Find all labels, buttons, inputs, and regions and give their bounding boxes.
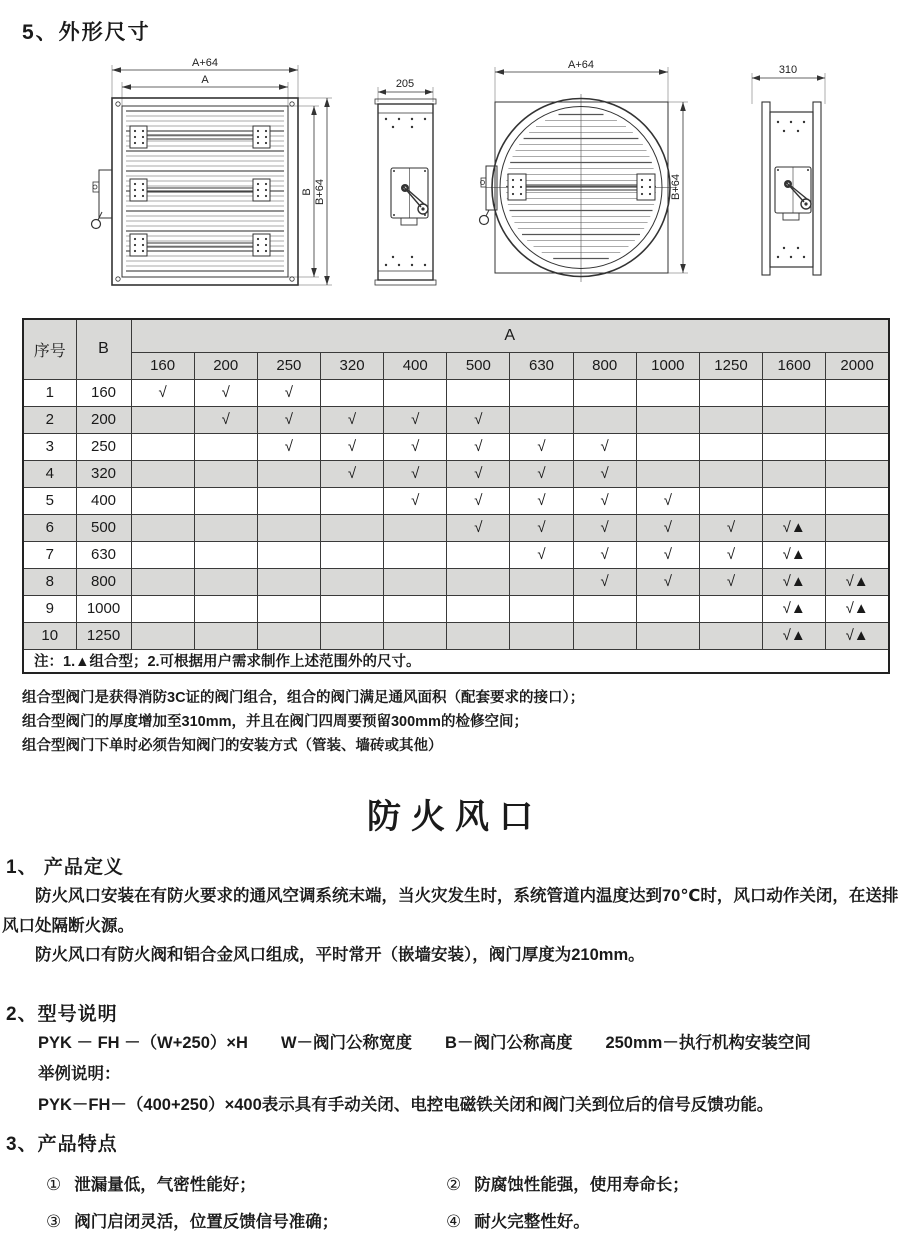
- availability-cell: √▲: [826, 568, 889, 595]
- availability-cell-empty: [194, 487, 257, 514]
- availability-cell: √: [573, 460, 636, 487]
- availability-cell: √: [194, 379, 257, 406]
- availability-cell-empty: [636, 460, 699, 487]
- availability-cell: √▲: [763, 622, 826, 649]
- feature-number: ②: [446, 1175, 462, 1194]
- availability-cell-empty: [194, 595, 257, 622]
- availability-cell-empty: [320, 541, 383, 568]
- combo-note-line: 组合型阀门下单时必须告知阀门的安装方式（管装、墙砖或其他）: [22, 738, 443, 754]
- availability-cell-empty: [447, 595, 510, 622]
- availability-cell-empty: [826, 460, 889, 487]
- feature-text: 耐火完整性好。: [474, 1213, 590, 1231]
- a-values-row: [23, 352, 889, 379]
- availability-cell-empty: [257, 514, 320, 541]
- availability-cell-empty: [194, 433, 257, 460]
- manual-handle: [92, 170, 113, 229]
- availability-cell-empty: [826, 433, 889, 460]
- dim-label-b64: B+64: [670, 174, 682, 200]
- availability-cell-empty: [636, 433, 699, 460]
- dim-label-b: B: [301, 188, 313, 196]
- feature-number: ④: [446, 1212, 462, 1231]
- col-header-b: B: [76, 319, 131, 379]
- size-availability-table: [22, 318, 890, 674]
- availability-cell-empty: [636, 595, 699, 622]
- availability-cell: √: [699, 568, 762, 595]
- table-row: [23, 460, 889, 487]
- availability-cell-empty: [131, 541, 194, 568]
- availability-cell-empty: [131, 460, 194, 487]
- row-b-value: 630: [76, 541, 131, 568]
- availability-cell-empty: [447, 568, 510, 595]
- feature-text: 防腐蚀性能强，使用寿命长；: [474, 1176, 689, 1194]
- availability-cell-empty: [826, 487, 889, 514]
- row-no: 9: [23, 595, 76, 622]
- availability-cell-empty: [763, 379, 826, 406]
- availability-cell: √: [636, 568, 699, 595]
- availability-cell: √: [447, 460, 510, 487]
- row-no: 10: [23, 622, 76, 649]
- row-no: 3: [23, 433, 76, 460]
- availability-cell-empty: [573, 379, 636, 406]
- section-dimensions-heading: 5、外形尺寸: [22, 21, 151, 44]
- row-no: 8: [23, 568, 76, 595]
- availability-cell-empty: [320, 379, 383, 406]
- availability-cell-empty: [320, 622, 383, 649]
- col-a-200: 200: [194, 352, 257, 379]
- availability-cell: √: [699, 514, 762, 541]
- availability-cell-empty: [131, 406, 194, 433]
- dim-label-a64: A+64: [192, 57, 218, 69]
- col-a-250: 250: [257, 352, 320, 379]
- definition-paragraph-1: 防火风口安装在有防火要求的通风空调系统末端，当火灾发生时，系统管道内温度达到70℃时，风口动作关闭，在送排风口处隔断火源。: [2, 887, 899, 935]
- availability-cell: √: [320, 406, 383, 433]
- square-damper-side-drawing: [365, 75, 450, 293]
- combo-valve-notes: [22, 686, 584, 758]
- feature-list: [46, 1171, 891, 1232]
- row-b-value: 200: [76, 406, 131, 433]
- col-header-a: A: [131, 319, 889, 352]
- availability-cell-empty: [826, 406, 889, 433]
- availability-cell-empty: [763, 487, 826, 514]
- availability-cell-empty: [384, 379, 447, 406]
- availability-cell: √: [510, 433, 573, 460]
- availability-cell: √: [447, 514, 510, 541]
- availability-cell-empty: [320, 568, 383, 595]
- availability-cell: √: [510, 514, 573, 541]
- availability-cell-empty: [131, 487, 194, 514]
- availability-cell: √: [447, 406, 510, 433]
- actuator-box: [391, 168, 428, 225]
- availability-cell-empty: [384, 595, 447, 622]
- feature-item: [46, 1171, 446, 1195]
- dim-label-310: 310: [778, 64, 798, 76]
- availability-cell: √: [384, 406, 447, 433]
- manual-handle: [480, 166, 498, 225]
- availability-cell: √▲: [763, 541, 826, 568]
- availability-cell-empty: [194, 568, 257, 595]
- availability-cell: √: [320, 460, 383, 487]
- availability-cell: √: [447, 487, 510, 514]
- availability-cell-empty: [194, 622, 257, 649]
- round-damper-front-drawing: [478, 56, 703, 292]
- section-features-heading: 3、产品特点: [6, 1134, 118, 1155]
- availability-cell: √: [194, 406, 257, 433]
- availability-cell-empty: [573, 622, 636, 649]
- availability-cell: √: [257, 406, 320, 433]
- col-a-2000: 2000: [826, 352, 889, 379]
- row-no: 6: [23, 514, 76, 541]
- row-no: 4: [23, 460, 76, 487]
- table-note: 注：1.▲组合型；2.可根据用户需求制作上述范围外的尺寸。: [23, 649, 889, 673]
- availability-cell-empty: [826, 541, 889, 568]
- square-damper-front-drawing: [90, 56, 335, 292]
- availability-cell: √: [573, 433, 636, 460]
- feature-text: 泄漏量低，气密性能好；: [74, 1176, 256, 1194]
- availability-cell: √: [510, 460, 573, 487]
- dim-label-a: A: [201, 74, 209, 86]
- table-row: [23, 433, 889, 460]
- availability-cell: √: [636, 514, 699, 541]
- availability-cell-empty: [257, 487, 320, 514]
- col-a-400: 400: [384, 352, 447, 379]
- availability-cell: √▲: [763, 595, 826, 622]
- col-a-320: 320: [320, 352, 383, 379]
- availability-cell-empty: [320, 487, 383, 514]
- row-b-value: 160: [76, 379, 131, 406]
- row-b-value: 320: [76, 460, 131, 487]
- availability-cell: √: [447, 433, 510, 460]
- row-b-value: 250: [76, 433, 131, 460]
- availability-cell-empty: [131, 622, 194, 649]
- availability-cell-empty: [699, 406, 762, 433]
- availability-cell-empty: [510, 406, 573, 433]
- availability-cell-empty: [257, 595, 320, 622]
- availability-cell-empty: [763, 460, 826, 487]
- section-definition-heading: 1、 产品定义: [6, 857, 124, 878]
- availability-cell: √: [573, 568, 636, 595]
- availability-cell-empty: [384, 568, 447, 595]
- row-no: 5: [23, 487, 76, 514]
- round-damper-side-drawing: [748, 56, 840, 282]
- row-b-value: 1250: [76, 622, 131, 649]
- feature-item: [446, 1171, 891, 1195]
- col-a-800: 800: [573, 352, 636, 379]
- availability-cell-empty: [763, 433, 826, 460]
- dim-label-a64: A+64: [568, 59, 594, 71]
- availability-cell: √: [636, 541, 699, 568]
- table-row: [23, 541, 889, 568]
- availability-cell-empty: [320, 595, 383, 622]
- row-no: 2: [23, 406, 76, 433]
- table-row: [23, 568, 889, 595]
- availability-cell-empty: [636, 379, 699, 406]
- availability-cell: √▲: [826, 622, 889, 649]
- availability-cell-empty: [194, 514, 257, 541]
- table-row: [23, 595, 889, 622]
- availability-cell-empty: [699, 487, 762, 514]
- availability-cell-empty: [131, 595, 194, 622]
- col-header-no: 序号: [23, 319, 76, 379]
- table-row: [23, 622, 889, 649]
- availability-cell: √: [131, 379, 194, 406]
- availability-cell: √: [384, 460, 447, 487]
- availability-cell: √: [699, 541, 762, 568]
- availability-cell-empty: [384, 541, 447, 568]
- row-b-value: 1000: [76, 595, 131, 622]
- availability-cell: √: [384, 487, 447, 514]
- availability-cell-empty: [763, 406, 826, 433]
- col-a-160: 160: [131, 352, 194, 379]
- model-description: [38, 1028, 906, 1121]
- table-row: [23, 514, 889, 541]
- table-body: [23, 379, 889, 649]
- availability-cell: √: [573, 487, 636, 514]
- availability-cell-empty: [636, 406, 699, 433]
- availability-cell-empty: [510, 595, 573, 622]
- table-row: [23, 487, 889, 514]
- availability-cell: √: [573, 541, 636, 568]
- availability-cell-empty: [699, 379, 762, 406]
- col-a-1250: 1250: [699, 352, 762, 379]
- availability-cell: √: [257, 379, 320, 406]
- row-b-value: 800: [76, 568, 131, 595]
- actuator-box: [775, 167, 811, 220]
- availability-cell-empty: [131, 568, 194, 595]
- availability-cell-empty: [447, 379, 510, 406]
- availability-cell-empty: [257, 460, 320, 487]
- availability-cell-empty: [257, 622, 320, 649]
- availability-cell-empty: [699, 595, 762, 622]
- availability-cell-empty: [447, 541, 510, 568]
- col-a-1000: 1000: [636, 352, 699, 379]
- availability-cell: √▲: [826, 595, 889, 622]
- feature-text: 阀门启闭灵活，位置反馈信号准确；: [74, 1213, 339, 1231]
- availability-cell: √: [320, 433, 383, 460]
- model-example: PYK－FH－（400+250）×400表示具有手动关闭、电控电磁铁关闭和阀门关到位后的信号反馈功能。: [38, 1096, 774, 1114]
- row-no: 7: [23, 541, 76, 568]
- availability-cell-empty: [257, 568, 320, 595]
- availability-cell-empty: [194, 460, 257, 487]
- feature-number: ③: [46, 1212, 62, 1231]
- availability-cell-empty: [826, 379, 889, 406]
- model-formula: PYK － FH －（W+250）×H W－阀门公称宽度 B－阀门公称高度 250mm－执行机构安装空间: [38, 1034, 811, 1052]
- col-a-630: 630: [510, 352, 573, 379]
- availability-cell-empty: [636, 622, 699, 649]
- row-b-value: 400: [76, 487, 131, 514]
- availability-cell-empty: [510, 568, 573, 595]
- product-title: 防火风口: [367, 798, 543, 836]
- availability-cell: √: [257, 433, 320, 460]
- availability-cell: √▲: [763, 514, 826, 541]
- row-b-value: 500: [76, 514, 131, 541]
- table-row: [23, 379, 889, 406]
- availability-cell-empty: [384, 514, 447, 541]
- availability-cell: √▲: [763, 568, 826, 595]
- combo-note-line: 组合型阀门的厚度增加至310mm，并且在阀门四周要预留300mm的检修空间；: [22, 714, 528, 730]
- availability-cell-empty: [384, 622, 447, 649]
- combo-note-line: 组合型阀门是获得消防3C证的阀门组合，组合的阀门满足通风面积（配套要求的接口）；: [22, 690, 585, 706]
- col-a-500: 500: [447, 352, 510, 379]
- availability-cell-empty: [573, 595, 636, 622]
- rivet-dots: [777, 121, 805, 258]
- availability-cell: √: [510, 487, 573, 514]
- availability-cell: √: [510, 541, 573, 568]
- availability-cell: √: [573, 514, 636, 541]
- definition-paragraphs: [2, 882, 908, 971]
- availability-cell-empty: [131, 433, 194, 460]
- availability-cell-empty: [194, 541, 257, 568]
- availability-cell-empty: [510, 622, 573, 649]
- availability-cell-empty: [131, 514, 194, 541]
- availability-cell-empty: [573, 406, 636, 433]
- availability-cell: √: [384, 433, 447, 460]
- availability-cell-empty: [447, 622, 510, 649]
- availability-cell-empty: [699, 622, 762, 649]
- definition-paragraph-2: 防火风口有防火阀和铝合金风口组成，平时常开（嵌墙安装），阀门厚度为210mm。: [35, 946, 645, 964]
- availability-cell-empty: [826, 514, 889, 541]
- availability-cell-empty: [320, 514, 383, 541]
- feature-number: ①: [46, 1175, 62, 1194]
- availability-cell: √: [636, 487, 699, 514]
- dim-label-b64: B+64: [314, 179, 326, 205]
- col-a-1600: 1600: [763, 352, 826, 379]
- availability-cell-empty: [699, 460, 762, 487]
- row-no: 1: [23, 379, 76, 406]
- section-model-heading: 2、型号说明: [6, 1004, 118, 1025]
- availability-cell-empty: [510, 379, 573, 406]
- dim-label-205: 205: [395, 78, 415, 90]
- model-example-label: 举例说明：: [38, 1065, 121, 1083]
- availability-cell-empty: [699, 433, 762, 460]
- feature-item: [46, 1208, 446, 1232]
- table-row: [23, 406, 889, 433]
- availability-cell-empty: [257, 541, 320, 568]
- feature-item: [446, 1208, 891, 1232]
